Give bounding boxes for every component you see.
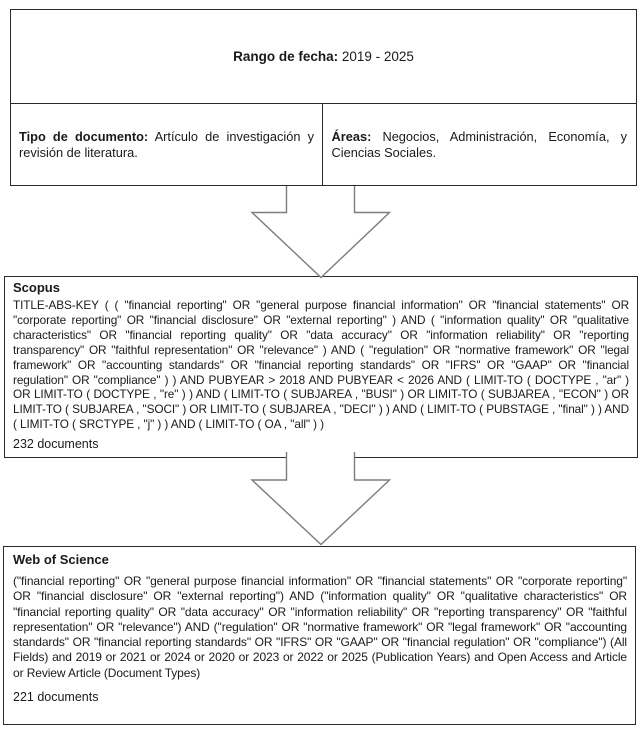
date-range-text	[233, 49, 414, 64]
down-arrow-icon-top	[252, 186, 390, 278]
document-type-label: Tipo de documento:	[19, 129, 149, 144]
date-range-box	[10, 9, 637, 104]
areas-text	[332, 129, 628, 160]
scopus-query-text: TITLE-ABS-KEY ( ( "financial reporting" OR "general purpose financial information" OR "financial statements" OR "corporate reporting" OR "financial disclosure" OR "external reporting" ) AND ( "information quality" OR "qualitative characteristics" OR "financial reporting quality" OR "data accuracy" OR "information reliability" OR "reporting transparency" OR "faithful representation" OR "relevance" ) AND ( "regulation" OR "normative framework" OR "legal framework" OR "accounting standards" OR "financial reporting standards" OR "IFRS" OR "GAAP" OR "financial regulation" OR "compliance" ) ) AND PUBYEAR > 2018 AND PUBYEAR < 2026 AND ( LIMIT-TO ( DOCTYPE , "ar" ) OR LIMIT-TO ( DOCTYPE , "re" ) ) AND ( LIMIT-TO ( SUBJAREA , "BUSI" ) OR LIMIT-TO ( SUBJAREA , "ECON" ) OR LIMIT-TO ( SUBJAREA , "SOCI" ) OR LIMIT-TO ( SUBJAREA , "DECI" ) ) AND ( LIMIT-TO ( PUBSTAGE , "final" ) ) AND ( LIMIT-TO ( SRCTYPE , "j" ) ) AND ( LIMIT-TO ( OA , "all" ) )	[13, 298, 629, 432]
date-range-label: Rango de fecha:	[233, 49, 339, 64]
web-of-science-box	[3, 546, 636, 725]
areas-box	[322, 103, 638, 186]
document-type-box	[10, 103, 323, 186]
date-range-value: 2019 - 2025	[341, 49, 414, 64]
scopus-document-count: 232 documents	[13, 437, 99, 452]
scopus-title: Scopus	[13, 280, 60, 295]
document-type-text	[19, 129, 314, 160]
document-type-value: Artículo de investigación y revisión de literatura.	[19, 129, 314, 160]
web-of-science-title: Web of Science	[13, 552, 109, 567]
scopus-box	[4, 276, 638, 458]
down-arrow-icon-bottom	[252, 452, 390, 545]
areas-label: Áreas:	[331, 129, 372, 144]
web-of-science-query-text: ("financial reporting" OR "general purpose financial information" OR "financial statements" OR "corporate reporting" OR "financial disclosure" OR "external reporting") AND ("information quality" OR "qualitative characteristics" OR "financial reporting quality" OR "data accuracy" OR "information reliability" OR "reporting transparency" OR "faithful representation" OR "relevance") AND ("regulation" OR "normative framework" OR "legal framework" OR "accounting standards" OR "financial reporting standards" OR "IFRS" OR "GAAP" OR "financial regulation" OR "compliance") (All Fields) and 2019 or 2021 or 2024 or 2020 or 2023 or 2022 or 2025 (Publication Years) and Open Access and Article or Review Article (Document Types)	[13, 574, 627, 680]
web-of-science-document-count: 221 documents	[13, 690, 99, 705]
areas-value: Negocios, Administración, Economía, y Ciencias Sociales.	[331, 129, 627, 160]
